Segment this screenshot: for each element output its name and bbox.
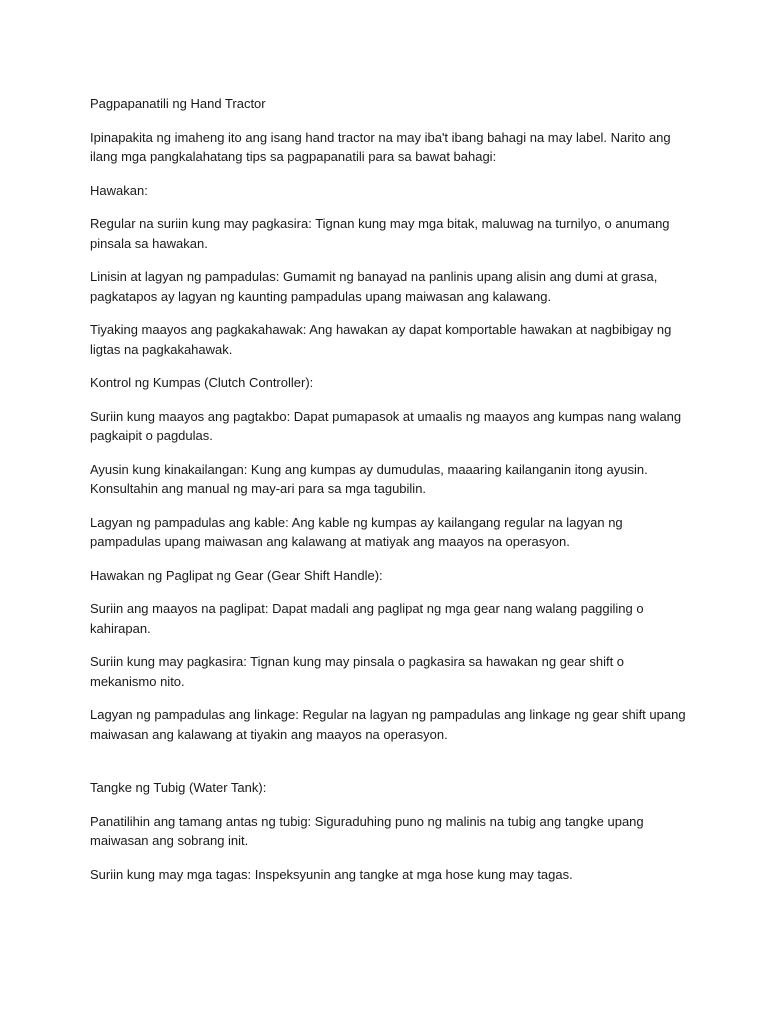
blank-line [90,758,690,778]
section-heading-clutch: Kontrol ng Kumpas (Clutch Controller): [90,375,314,390]
document-title: Pagpapanatili ng Hand Tractor [90,96,266,111]
paragraph: Regular na suriin kung may pagkasira: Tignan kung may mga bitak, maluwag na turnilyo, o anumang pinsala sa hawakan. [90,216,670,251]
section-heading-water-tank: Tangke ng Tubig (Water Tank): [90,780,267,795]
paragraph: Suriin kung may pagkasira: Tignan kung may pinsala o pagkasira sa hawakan ng gear shift o mekanismo nito. [90,654,625,689]
paragraph: Suriin kung maayos ang pagtakbo: Dapat pumapasok at umaalis ng maayos ang kumpas nang walang pagkaipit o pagdulas. [90,408,682,443]
paragraph: Lagyan ng pampadulas ang linkage: Regular na lagyan ng pampadulas ang linkage ng gear shift upang maiwasan ang kalawang at tiyakin ang maayos na operasyon. [90,707,686,742]
paragraph: Lagyan ng pampadulas ang kable: Ang kable ng kumpas ay kailangang regular na lagyan ng pampadulas upang maiwasan ang kalawang at matiyak ang maayos na operasyon. [90,514,623,549]
paragraph: Tiyaking maayos ang pagkakahawak: Ang hawakan ay dapat komportable hawakan at nagbibigay ng ligtas na pagkakahawak. [90,322,672,357]
paragraph: Panatilihin ang tamang antas ng tubig: Siguraduhing puno ng malinis na tubig ang tangke upang maiwasan ang sobrang init. [90,813,644,848]
paragraph: Linisin at lagyan ng pampadulas: Gumamit ng banayad na panlinis upang alisin ang dumi at grasa, pagkatapos ay lagyan ng kaunting pampadulas upang maiwasan ang kalawang. [90,269,658,304]
section-heading-hawakan: Hawakan: [90,182,148,198]
intro-paragraph: Ipinapakita ng imaheng ito ang isang hand tractor na may iba't ibang bahagi na may label. Narito ang ilang mga pangkalahatang tips sa pagpapanatili para sa bawat bahagi: [90,129,671,164]
paragraph: Ayusin kung kinakailangan: Kung ang kumpas ay dumudulas, maaaring kailanganin itong ayusin. Konsultahin ang manual ng may-ari para sa mga tagubilin. [90,461,648,496]
section-heading-gear-shift: Hawakan ng Paglipat ng Gear (Gear Shift Handle): [90,567,383,583]
paragraph: Suriin kung may mga tagas: Inspeksyunin ang tangke at mga hose kung may tagas. [90,866,573,882]
document-page [90,94,690,898]
paragraph: Suriin ang maayos na paglipat: Dapat madali ang paglipat ng mga gear nang walang paggiling o kahirapan. [90,601,644,636]
